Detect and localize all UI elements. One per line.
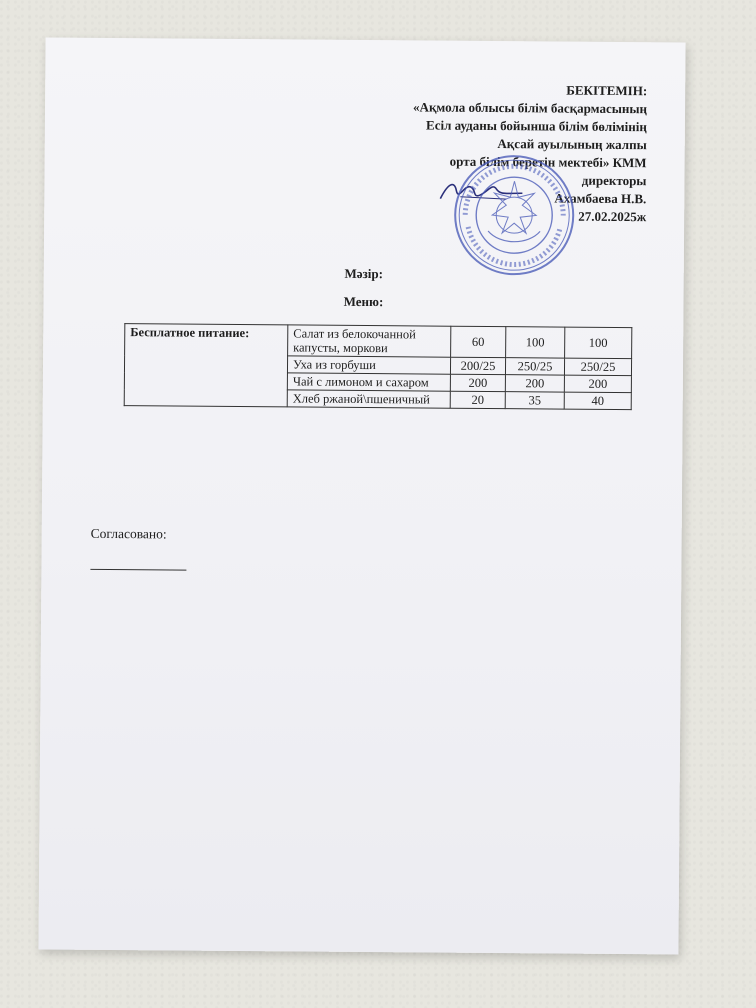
table-row <box>125 324 632 359</box>
portion-value: 250/25 <box>505 358 564 375</box>
portion-value: 40 <box>564 392 631 410</box>
portion-value: 250/25 <box>564 358 631 376</box>
document-page <box>38 38 685 955</box>
approval-line-2: Есіл ауданы бойынша білім бөлімінің <box>425 117 647 135</box>
signature-icon <box>436 177 526 208</box>
approval-line-1: «Ақмола облысы білім басқармасының <box>413 99 648 117</box>
director-name: Ахамбаева Н.В. <box>554 190 647 207</box>
portion-value: 60 <box>451 326 506 357</box>
dish-name: Хлеб ржаной\пшеничный <box>287 390 450 408</box>
approval-line-3: Ақсай ауылының жалпы <box>497 136 647 153</box>
approval-date: 27.02.2025ж <box>578 208 647 225</box>
approval-title: БЕКІТЕМІН: <box>566 82 648 99</box>
portion-value: 100 <box>506 327 565 358</box>
agreed-signature-line <box>90 569 186 571</box>
agreed-label: Согласовано: <box>90 525 167 542</box>
dish-name: Чай с лимоном и сахаром <box>287 373 450 391</box>
menu-title-kz: Мәзір: <box>344 265 384 282</box>
portion-value: 20 <box>450 391 505 408</box>
approval-line-4: орта білім беретін мектебі» КММ <box>449 153 647 171</box>
signature-line <box>346 188 646 208</box>
approval-line-5: директоры <box>581 172 647 189</box>
portion-value: 200 <box>505 375 564 392</box>
dish-name: Уха из горбуши <box>287 356 450 374</box>
portion-value: 200 <box>564 375 631 393</box>
dish-name: Салат из белокочанной капусты, моркови <box>288 325 451 357</box>
approval-block <box>346 80 647 226</box>
menu-title-ru: Меню: <box>343 293 384 310</box>
portion-value: 35 <box>505 392 564 409</box>
menu-table <box>124 323 633 410</box>
portion-value: 100 <box>565 327 632 359</box>
portion-value: 200 <box>450 374 505 391</box>
portion-value: 200/25 <box>450 357 505 374</box>
menu-category: Бесплатное питание: <box>124 324 288 407</box>
